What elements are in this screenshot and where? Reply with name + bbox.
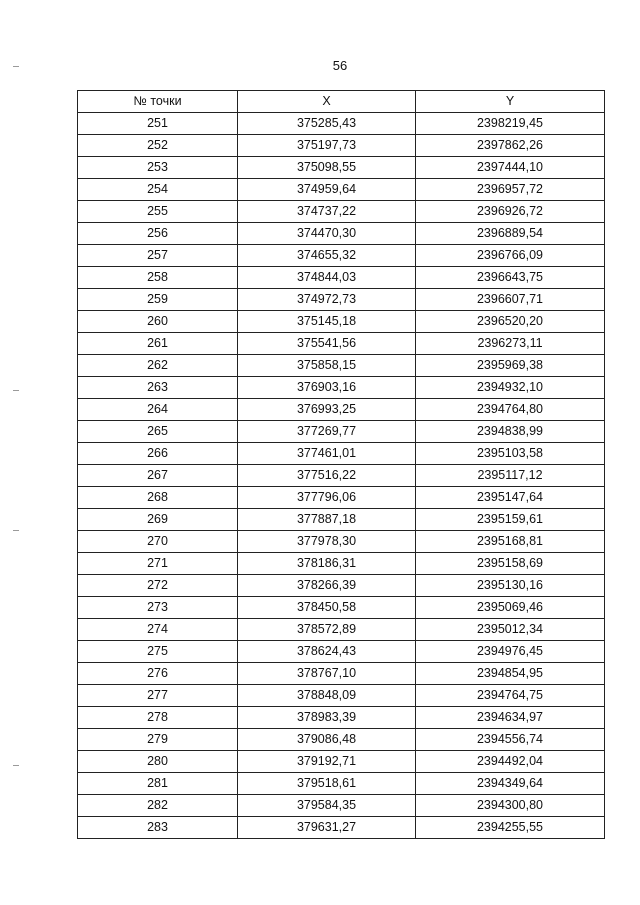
cell-point-number: 251 [78, 113, 238, 135]
cell-x: 376903,16 [238, 377, 416, 399]
table-row [78, 751, 605, 773]
cell-x: 374737,22 [238, 201, 416, 223]
table-row [78, 707, 605, 729]
cell-point-number: 258 [78, 267, 238, 289]
cell-y: 2394492,04 [416, 751, 605, 773]
cell-y: 2394932,10 [416, 377, 605, 399]
cell-x: 378624,43 [238, 641, 416, 663]
table-row [78, 509, 605, 531]
cell-point-number: 266 [78, 443, 238, 465]
cell-y: 2394556,74 [416, 729, 605, 751]
table-row [78, 773, 605, 795]
cell-point-number: 278 [78, 707, 238, 729]
table-row [78, 817, 605, 839]
cell-point-number: 270 [78, 531, 238, 553]
cell-point-number: 261 [78, 333, 238, 355]
cell-x: 377978,30 [238, 531, 416, 553]
cell-point-number: 254 [78, 179, 238, 201]
margin-tick [13, 765, 19, 766]
table-row [78, 729, 605, 751]
cell-x: 375145,18 [238, 311, 416, 333]
cell-point-number: 272 [78, 575, 238, 597]
cell-point-number: 257 [78, 245, 238, 267]
cell-point-number: 271 [78, 553, 238, 575]
table-header-row [78, 91, 605, 113]
cell-x: 379086,48 [238, 729, 416, 751]
table-row [78, 465, 605, 487]
cell-y: 2396273,11 [416, 333, 605, 355]
table-row [78, 399, 605, 421]
cell-y: 2396766,09 [416, 245, 605, 267]
cell-point-number: 259 [78, 289, 238, 311]
cell-y: 2395130,16 [416, 575, 605, 597]
cell-point-number: 282 [78, 795, 238, 817]
cell-point-number: 267 [78, 465, 238, 487]
table-row [78, 641, 605, 663]
cell-x: 378266,39 [238, 575, 416, 597]
cell-x: 378983,39 [238, 707, 416, 729]
table-row [78, 619, 605, 641]
table-row [78, 267, 605, 289]
cell-y: 2394764,80 [416, 399, 605, 421]
table-row [78, 333, 605, 355]
cell-y: 2395168,81 [416, 531, 605, 553]
table-row [78, 487, 605, 509]
cell-x: 374959,64 [238, 179, 416, 201]
cell-point-number: 275 [78, 641, 238, 663]
cell-x: 378767,10 [238, 663, 416, 685]
cell-point-number: 262 [78, 355, 238, 377]
table-row [78, 223, 605, 245]
cell-x: 375197,73 [238, 135, 416, 157]
cell-x: 377461,01 [238, 443, 416, 465]
header-y: Y [416, 91, 605, 113]
cell-point-number: 256 [78, 223, 238, 245]
cell-point-number: 253 [78, 157, 238, 179]
cell-x: 379584,35 [238, 795, 416, 817]
cell-y: 2395103,58 [416, 443, 605, 465]
cell-y: 2396607,71 [416, 289, 605, 311]
cell-point-number: 279 [78, 729, 238, 751]
table-row [78, 113, 605, 135]
cell-x: 378450,58 [238, 597, 416, 619]
table-row [78, 443, 605, 465]
cell-x: 377269,77 [238, 421, 416, 443]
cell-x: 379518,61 [238, 773, 416, 795]
cell-y: 2394300,80 [416, 795, 605, 817]
cell-y: 2398219,45 [416, 113, 605, 135]
cell-point-number: 281 [78, 773, 238, 795]
table-row [78, 245, 605, 267]
cell-x: 374972,73 [238, 289, 416, 311]
cell-x: 379192,71 [238, 751, 416, 773]
table-row [78, 355, 605, 377]
cell-x: 377516,22 [238, 465, 416, 487]
cell-x: 376993,25 [238, 399, 416, 421]
table-row [78, 663, 605, 685]
cell-point-number: 280 [78, 751, 238, 773]
cell-y: 2397444,10 [416, 157, 605, 179]
cell-x: 379631,27 [238, 817, 416, 839]
cell-y: 2396926,72 [416, 201, 605, 223]
cell-x: 378186,31 [238, 553, 416, 575]
cell-y: 2395117,12 [416, 465, 605, 487]
cell-y: 2395158,69 [416, 553, 605, 575]
table-row [78, 179, 605, 201]
table-row [78, 377, 605, 399]
table-row [78, 421, 605, 443]
cell-y: 2395069,46 [416, 597, 605, 619]
cell-x: 375858,15 [238, 355, 416, 377]
cell-x: 378848,09 [238, 685, 416, 707]
cell-point-number: 264 [78, 399, 238, 421]
table-row [78, 685, 605, 707]
cell-x: 377887,18 [238, 509, 416, 531]
cell-point-number: 265 [78, 421, 238, 443]
cell-y: 2396889,54 [416, 223, 605, 245]
cell-point-number: 277 [78, 685, 238, 707]
table-row [78, 795, 605, 817]
cell-y: 2395012,34 [416, 619, 605, 641]
table-row [78, 311, 605, 333]
cell-point-number: 268 [78, 487, 238, 509]
table-row [78, 135, 605, 157]
cell-y: 2396643,75 [416, 267, 605, 289]
cell-x: 374655,32 [238, 245, 416, 267]
cell-point-number: 252 [78, 135, 238, 157]
cell-y: 2396957,72 [416, 179, 605, 201]
cell-y: 2395147,64 [416, 487, 605, 509]
coordinates-table [77, 90, 605, 839]
cell-x: 377796,06 [238, 487, 416, 509]
table-row [78, 201, 605, 223]
table-row [78, 575, 605, 597]
cell-y: 2394838,99 [416, 421, 605, 443]
margin-tick [13, 66, 19, 67]
table-row [78, 157, 605, 179]
cell-y: 2394764,75 [416, 685, 605, 707]
cell-point-number: 276 [78, 663, 238, 685]
cell-y: 2394976,45 [416, 641, 605, 663]
table-row [78, 289, 605, 311]
table-row [78, 597, 605, 619]
cell-point-number: 260 [78, 311, 238, 333]
cell-point-number: 283 [78, 817, 238, 839]
cell-y: 2394854,95 [416, 663, 605, 685]
cell-x: 375541,56 [238, 333, 416, 355]
cell-y: 2394634,97 [416, 707, 605, 729]
cell-y: 2395969,38 [416, 355, 605, 377]
cell-x: 378572,89 [238, 619, 416, 641]
margin-tick [13, 390, 19, 391]
cell-y: 2395159,61 [416, 509, 605, 531]
page-number: 56 [332, 58, 348, 73]
cell-x: 374844,03 [238, 267, 416, 289]
cell-y: 2396520,20 [416, 311, 605, 333]
margin-tick [13, 530, 19, 531]
cell-point-number: 255 [78, 201, 238, 223]
cell-y: 2397862,26 [416, 135, 605, 157]
cell-point-number: 274 [78, 619, 238, 641]
table-body [78, 113, 605, 839]
cell-y: 2394255,55 [416, 817, 605, 839]
header-x: X [238, 91, 416, 113]
cell-point-number: 263 [78, 377, 238, 399]
cell-x: 375285,43 [238, 113, 416, 135]
table-row [78, 553, 605, 575]
cell-point-number: 269 [78, 509, 238, 531]
cell-y: 2394349,64 [416, 773, 605, 795]
cell-x: 375098,55 [238, 157, 416, 179]
header-point-number: № точки [78, 91, 238, 113]
cell-point-number: 273 [78, 597, 238, 619]
cell-x: 374470,30 [238, 223, 416, 245]
table-row [78, 531, 605, 553]
